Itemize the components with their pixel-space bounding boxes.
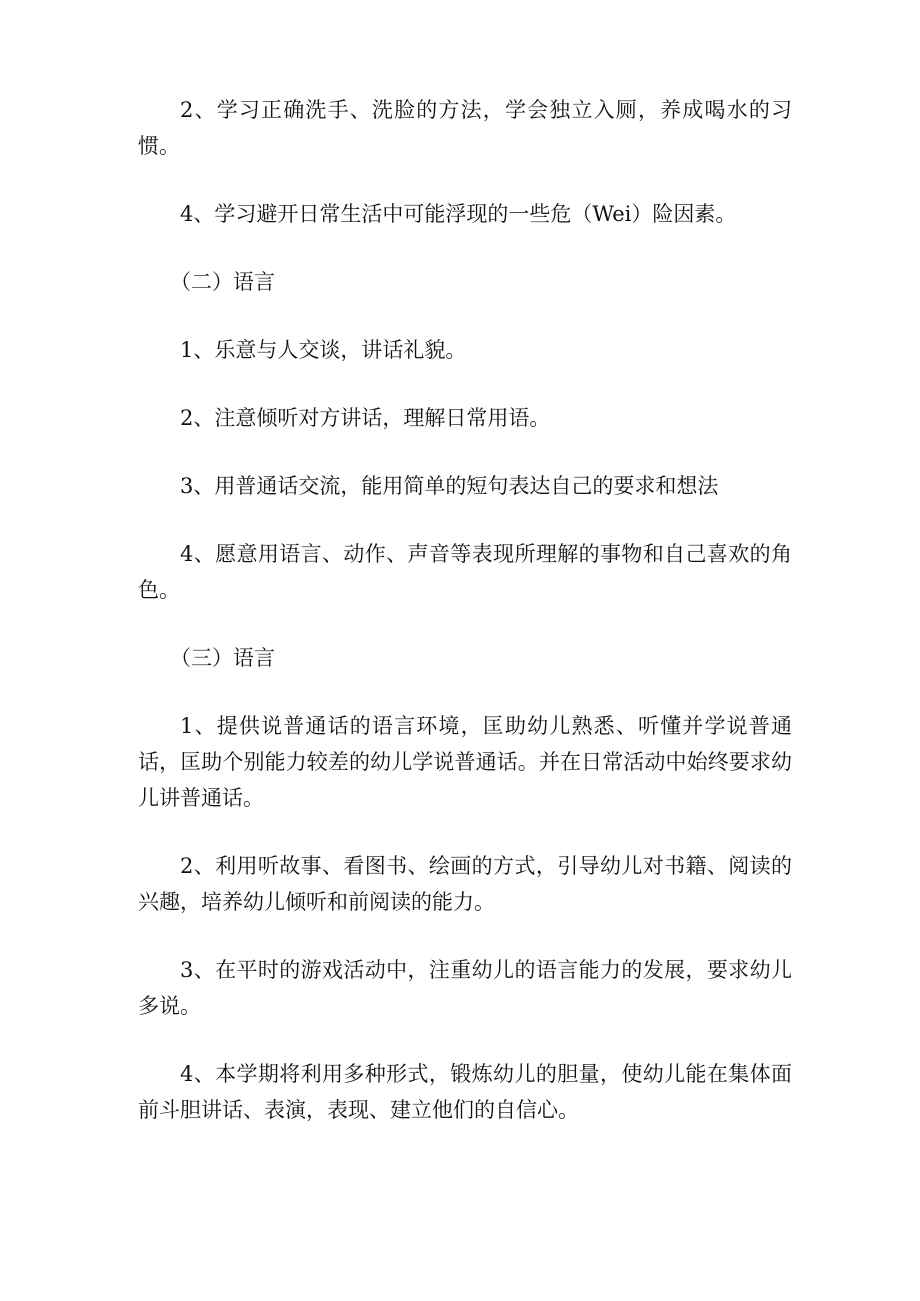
document-body xyxy=(138,92,792,1160)
paragraph-polite-talk: 1、乐意与人交谈，讲话礼貌。 xyxy=(180,338,467,362)
paragraph-listening: 2、注意倾听对方讲话，理解日常用语。 xyxy=(180,406,551,430)
paragraph-mandarin-environment: 1、提供说普通话的语言环境，匡助幼儿熟悉、听懂并学说普通话，匡助个别能力较差的幼儿学说普通话。并在日常活动中始终要求幼儿讲普通话。 xyxy=(138,714,792,810)
paragraph-reading-interest: 2、利用听故事、看图书、绘画的方式，引导幼儿对书籍、阅读的兴趣，培养幼儿倾听和前阅读的能力。 xyxy=(138,854,792,914)
paragraph-confidence: 4、本学期将利用多种形式，锻炼幼儿的胆量，使幼儿能在集体面前斗胆讲话、表演，表现、建立他们的自信心。 xyxy=(138,1062,792,1122)
paragraph-avoid-danger: 4、学习避开日常生活中可能浮现的一些危（Wei）险因素。 xyxy=(180,202,737,226)
section-heading-language-2: （二）语言 xyxy=(170,270,275,294)
paragraph-mandarin-expression: 3、用普通话交流，能用简单的短句表达自己的要求和想法 xyxy=(180,474,719,498)
paragraph-hygiene-habits: 2、学习正确洗手、洗脸的方法，学会独立入厕，养成喝水的习惯。 xyxy=(138,98,792,158)
paragraph-role-expression: 4、愿意用语言、动作、声音等表现所理解的事物和自己喜欢的角色。 xyxy=(138,542,792,602)
section-heading-language-3: （三）语言 xyxy=(170,646,275,670)
paragraph-game-language: 3、在平时的游戏活动中，注重幼儿的语言能力的发展，要求幼儿多说。 xyxy=(138,958,792,1018)
